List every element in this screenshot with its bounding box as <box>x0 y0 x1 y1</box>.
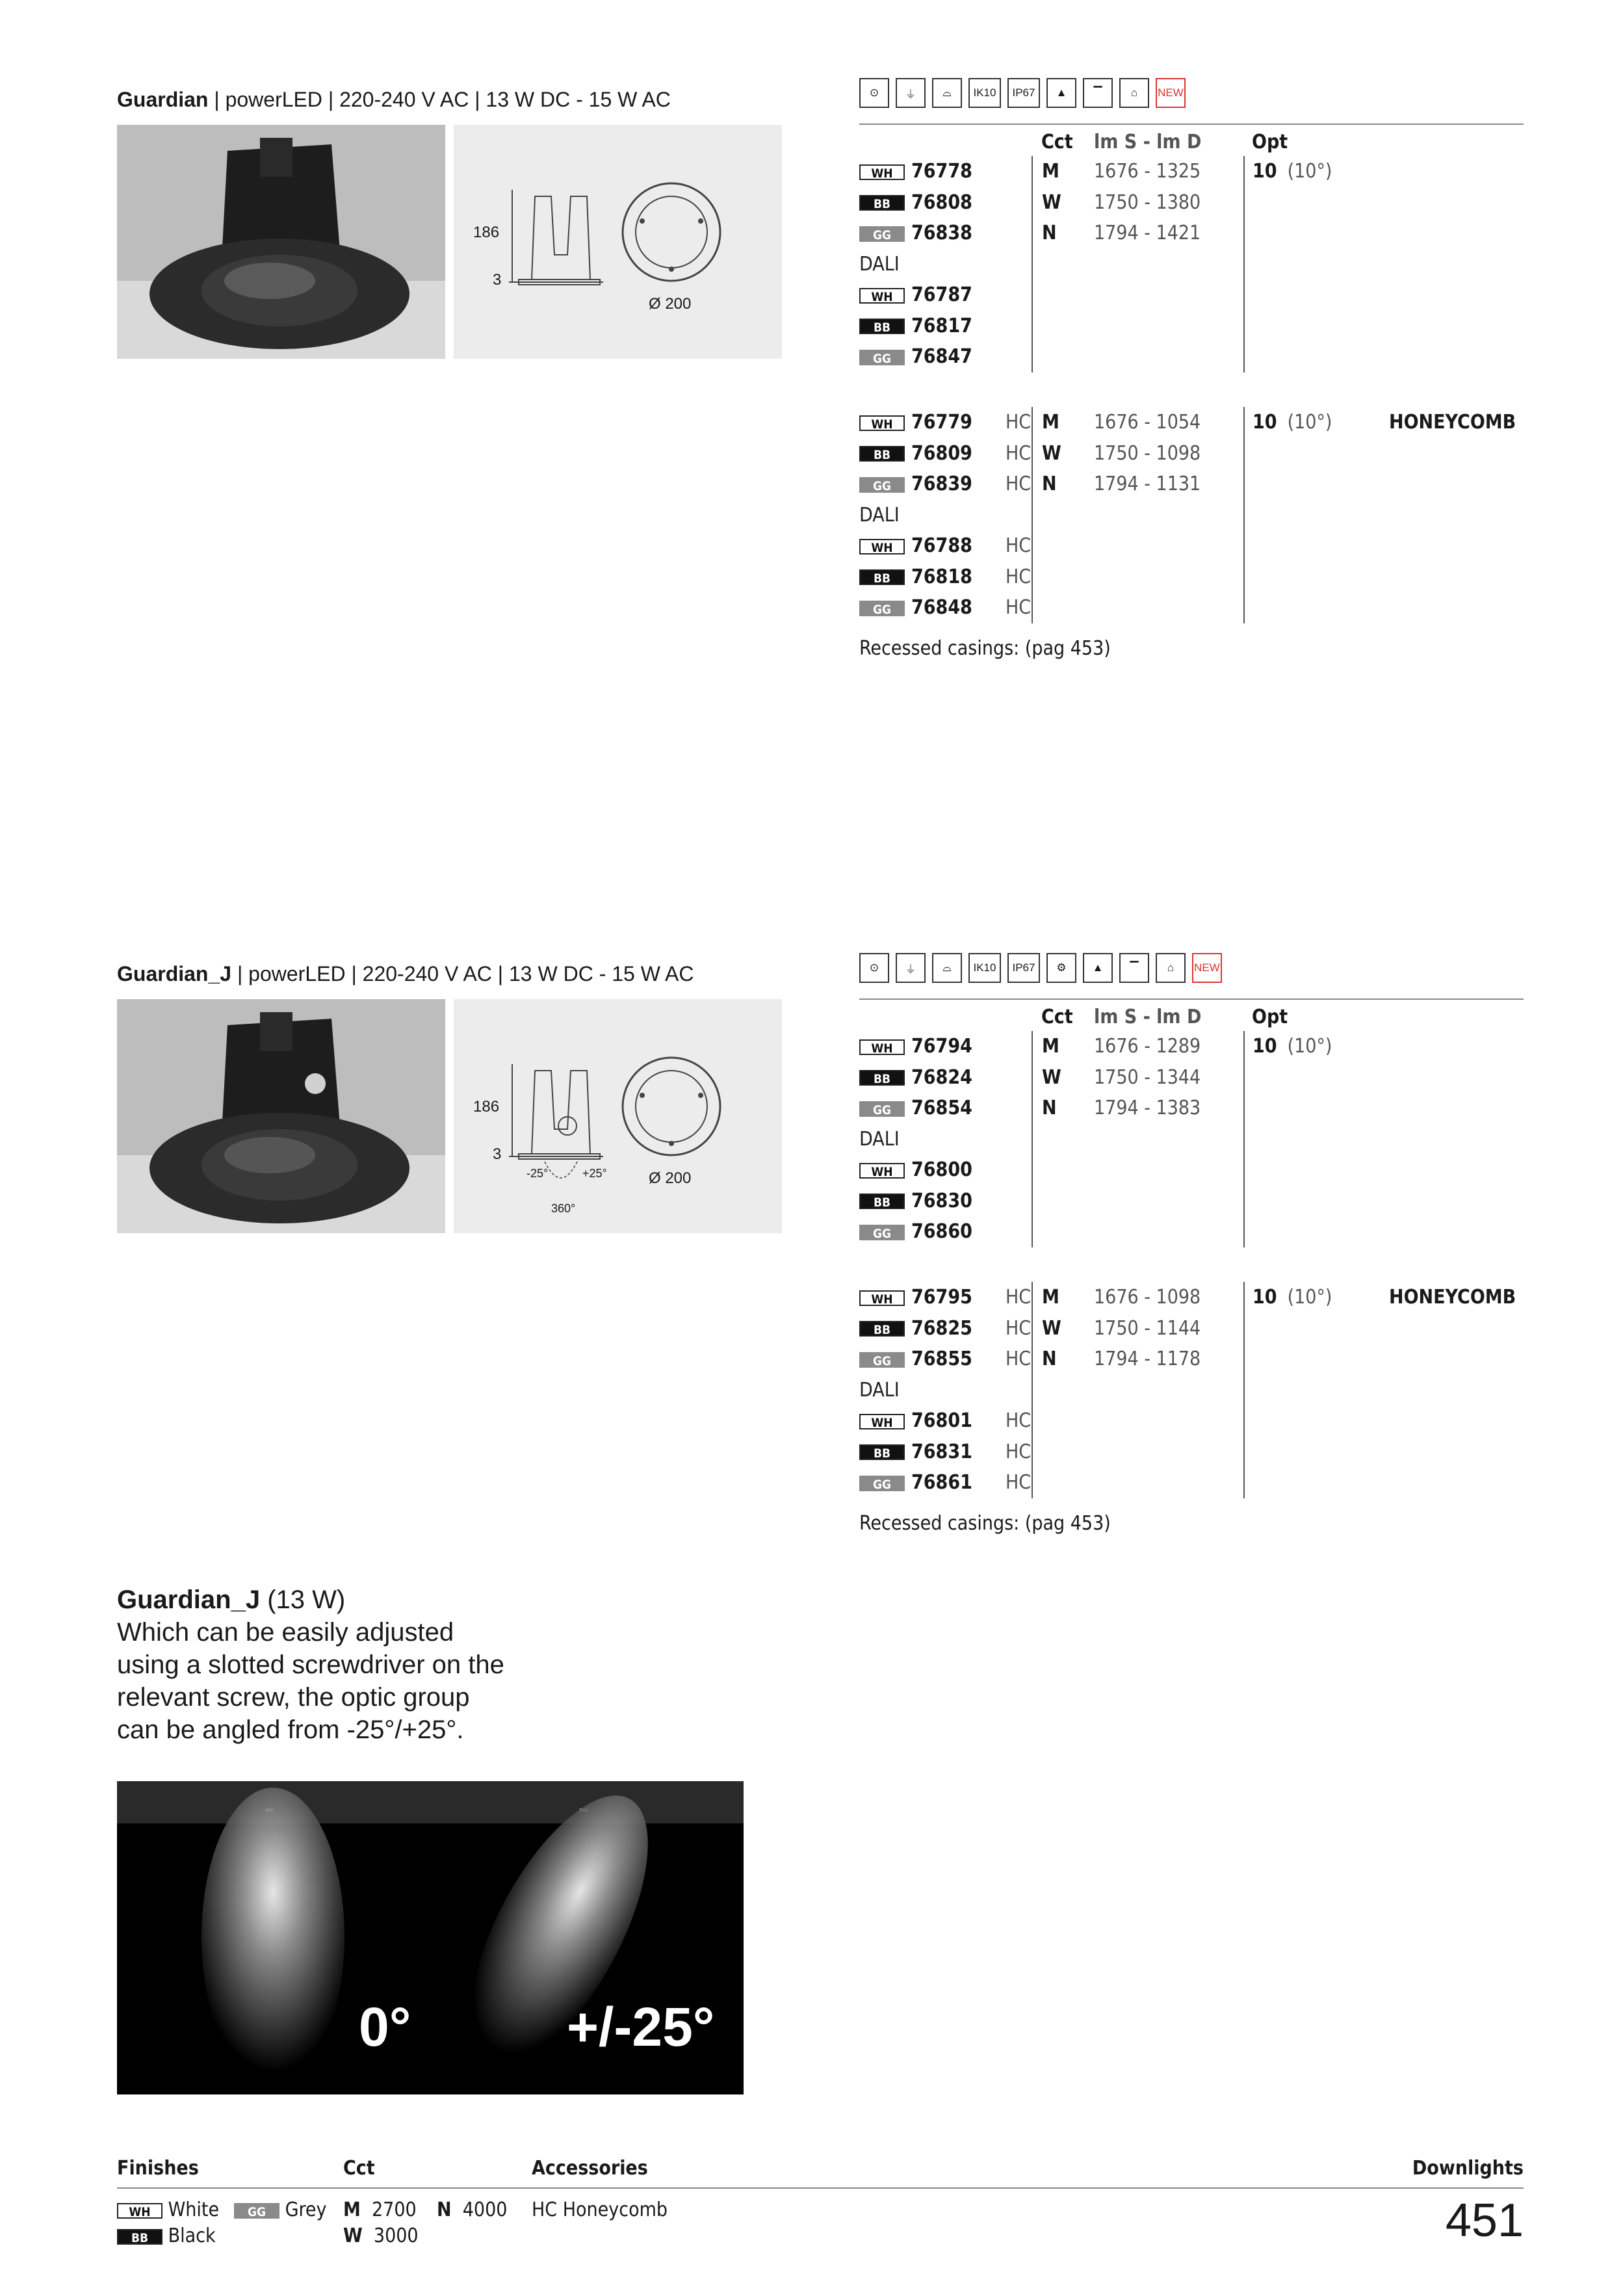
product-code: 76824 <box>911 1065 972 1089</box>
adjustable-icon: ⚙ <box>1046 953 1076 983</box>
finish-tag: WH <box>859 539 905 554</box>
product-subtitle: | powerLED | 220-240 V AC | 13 W DC - 15 W AC <box>208 88 671 111</box>
table-row <box>859 438 1516 469</box>
cct-cell: M <box>1032 156 1094 187</box>
product-code: 76830 <box>911 1189 972 1212</box>
accessories-text: HC Honeycomb <box>532 2198 668 2221</box>
product-code: 76831 <box>911 1440 972 1463</box>
table-row <box>859 1062 1513 1093</box>
product-title <box>117 962 694 986</box>
cct-cell: N <box>1032 1344 1094 1375</box>
product-code: 76848 <box>911 596 972 620</box>
cct-code: W <box>343 2224 363 2247</box>
product-code: 76825 <box>911 1316 972 1340</box>
product-code: 76818 <box>911 565 972 588</box>
lumen-cell: 1794 - 1421 <box>1094 222 1201 245</box>
finish-tag: GG <box>859 1476 905 1491</box>
product-name: Guardian <box>117 88 209 111</box>
table-row <box>859 1155 1513 1186</box>
ik10-icon: IK10 <box>968 953 1001 983</box>
cct-cell: N <box>1032 1093 1094 1124</box>
finish-tag: WH <box>859 1163 905 1179</box>
dali-row <box>859 1124 1513 1155</box>
cct-value: 4000 <box>462 2198 508 2221</box>
finish-tag: GG <box>859 601 905 616</box>
recessed-icon: ⌓ <box>932 78 962 108</box>
accessory-cell: HONEYCOMB <box>1389 1286 1516 1309</box>
optic-cell <box>1244 1031 1389 1062</box>
table-row <box>859 187 1513 218</box>
table-row <box>859 1344 1516 1375</box>
spec-table-honeycomb <box>859 407 1516 623</box>
finish-tag: GG <box>859 350 905 365</box>
dali-label: DALI <box>859 252 900 276</box>
diameter-label: Ø 200 <box>649 1169 692 1187</box>
category-heading: Downlights <box>1412 2157 1524 2180</box>
description-line: Which can be easily adjusted <box>117 1618 454 1647</box>
lumen-cell: 1750 - 1380 <box>1094 190 1201 214</box>
hc-cell <box>1006 187 1032 218</box>
product-subtitle: | powerLED | 220-240 V AC | 13 W DC - 15 W AC <box>231 962 694 985</box>
description-power: (13 W) <box>260 1585 346 1614</box>
finish-item <box>117 2224 216 2247</box>
hc-cell <box>1006 218 1032 249</box>
earth-ground-icon: ⏚ <box>896 953 926 983</box>
product-code: 76861 <box>911 1471 972 1494</box>
finish-tag: GG <box>859 226 905 242</box>
lumen-cell: 1794 - 1131 <box>1094 473 1201 496</box>
product-code: 76800 <box>911 1158 972 1182</box>
product-code: 76854 <box>911 1097 972 1120</box>
earth-ground-icon: ⏚ <box>896 78 926 108</box>
table-header <box>859 1002 1513 1031</box>
product-code: 76801 <box>911 1409 972 1433</box>
table-row <box>859 592 1516 623</box>
finish-tag: BB <box>859 1321 905 1337</box>
finish-tag: BB <box>859 569 905 585</box>
description-line: using a slotted screwdriver on the <box>117 1650 504 1679</box>
table-row <box>859 1093 1513 1124</box>
cct-item <box>437 2198 507 2221</box>
optic-number: 10 <box>1253 1286 1277 1309</box>
finish-label: White <box>168 2198 220 2221</box>
finish-tag: GG <box>859 1101 905 1117</box>
hc-cell: HC <box>1006 1316 1032 1340</box>
product-code: 76808 <box>911 190 972 214</box>
cct-value: 3000 <box>373 2224 419 2247</box>
lumen-cell: 1750 - 1098 <box>1094 441 1201 465</box>
table-row <box>859 407 1516 438</box>
dali-label: DALI <box>859 1127 900 1151</box>
angle-label: 0° <box>359 1996 411 2057</box>
finish-tag: BB <box>859 446 905 462</box>
product-code: 76860 <box>911 1220 972 1244</box>
finish-tag: WH <box>859 288 905 304</box>
hc-cell: HC <box>1006 411 1032 434</box>
product-code: 76839 <box>911 473 972 496</box>
cct-header: Cct <box>1041 1005 1073 1028</box>
finish-tag: BB <box>859 319 905 334</box>
hc-cell: HC <box>1006 1286 1032 1309</box>
table-row <box>859 1216 1513 1247</box>
feature-icons <box>859 953 1222 983</box>
cct-heading: Cct <box>343 2157 375 2180</box>
table-row <box>859 562 1516 593</box>
optic-number: 10 <box>1253 411 1277 434</box>
lumen-cell: 1676 - 1325 <box>1094 160 1201 183</box>
finish-tag: WH <box>859 1290 905 1306</box>
finish-tag: BB <box>859 195 905 211</box>
finish-tag: WH <box>859 164 905 180</box>
beam-photo-straight <box>117 1781 429 2094</box>
product-code: 76855 <box>911 1348 972 1371</box>
product-code: 76778 <box>911 160 972 183</box>
optic-number: 10 <box>1253 160 1277 183</box>
hc-cell: HC <box>1006 565 1032 588</box>
cct-cell: M <box>1032 1282 1094 1313</box>
table-header <box>859 127 1513 156</box>
product-code: 76817 <box>911 314 972 337</box>
spec-table <box>859 1002 1513 1247</box>
table-row <box>859 1031 1513 1062</box>
optic-cell <box>1244 187 1389 218</box>
screwdriver-icon: ⊙ <box>859 953 889 983</box>
product-code: 76847 <box>911 345 972 369</box>
beam-icon: ▲ <box>1046 78 1076 108</box>
table-row <box>859 1467 1516 1498</box>
table-row <box>859 341 1513 372</box>
cct-code: M <box>343 2198 361 2221</box>
product-photo <box>117 999 445 1233</box>
product-code: 76779 <box>911 411 972 434</box>
product-name: Guardian_J <box>117 962 232 985</box>
cct-cell: M <box>1032 1031 1094 1062</box>
finish-tag: BB <box>859 1070 905 1086</box>
cct-header: Cct <box>1041 130 1073 153</box>
new-badge: NEW <box>1156 78 1186 108</box>
spec-table <box>859 127 1513 372</box>
finish-tag: BB <box>859 1194 905 1209</box>
hc-cell: HC <box>1006 1471 1032 1494</box>
optic-number: 10 <box>1253 1035 1277 1058</box>
depth-label: 3 <box>493 271 502 289</box>
cct-cell: M <box>1032 407 1094 438</box>
finish-tag: WH <box>859 415 905 431</box>
recessed-icon: ⌓ <box>932 953 962 983</box>
finish-tag: GG <box>859 1352 905 1368</box>
table-row <box>859 311 1513 342</box>
cct-item <box>343 2198 417 2221</box>
optic-cell <box>1244 407 1389 438</box>
dali-row <box>859 249 1513 280</box>
screwdriver-icon: ⊙ <box>859 78 889 108</box>
table-row <box>859 1437 1516 1468</box>
new-badge: NEW <box>1192 953 1222 983</box>
cct-cell: N <box>1032 469 1094 500</box>
product-code: 76788 <box>911 534 972 558</box>
header-rule <box>859 998 1524 1000</box>
table-row <box>859 1282 1516 1313</box>
accessories-heading: Accessories <box>532 2157 648 2180</box>
dimension-drawing <box>454 999 782 1233</box>
lumen-cell: 1794 - 1383 <box>1094 1097 1201 1120</box>
spec-table-honeycomb <box>859 1282 1516 1498</box>
finish-tag: WH <box>859 1414 905 1429</box>
table-row <box>859 530 1516 562</box>
cct-cell: W <box>1032 1062 1094 1093</box>
description-line: relevant screw, the optic group <box>117 1683 470 1712</box>
opt-header: Opt <box>1252 130 1288 153</box>
finish-tag: BB <box>117 2229 162 2245</box>
product-code: 76795 <box>911 1286 972 1309</box>
feature-icons <box>859 78 1186 108</box>
beam-icon: ▲ <box>1083 953 1113 983</box>
dali-row <box>859 1375 1516 1406</box>
finish-label: Grey <box>285 2198 327 2221</box>
table-row <box>859 1405 1516 1437</box>
dimmable-icon: ⌂ <box>1156 953 1186 983</box>
finish-tag: WH <box>117 2203 162 2219</box>
cct-item <box>343 2224 419 2247</box>
table-row <box>859 156 1513 187</box>
cct-cell: W <box>1032 438 1094 469</box>
table-row <box>859 469 1516 500</box>
hc-cell: HC <box>1006 1409 1032 1433</box>
cct-cell: W <box>1032 187 1094 218</box>
tilt-minus-label: -25° <box>526 1167 549 1180</box>
cct-code: N <box>437 2198 452 2221</box>
finish-tag: GG <box>234 2203 279 2219</box>
hc-cell: HC <box>1006 473 1032 496</box>
height-label: 186 <box>473 1098 500 1115</box>
lumen-cell: 1676 - 1289 <box>1094 1035 1201 1058</box>
cct-cell: W <box>1032 1313 1094 1344</box>
lm-header: lm S - lm D <box>1094 130 1202 153</box>
lumen-cell: 1676 - 1098 <box>1094 1286 1201 1309</box>
product-code: 76838 <box>911 222 972 245</box>
lumen-cell: 1794 - 1178 <box>1094 1348 1201 1371</box>
product-code: 76794 <box>911 1035 972 1058</box>
table-row <box>859 1313 1516 1344</box>
lumen-cell: 1750 - 1344 <box>1094 1065 1201 1089</box>
height-label: 186 <box>473 224 500 241</box>
description-name: Guardian_J <box>117 1585 261 1614</box>
angle-label: +/-25° <box>567 1996 715 2057</box>
accessory-cell: HONEYCOMB <box>1389 411 1516 434</box>
finish-tag: BB <box>859 1444 905 1460</box>
product-code: 76787 <box>911 283 972 307</box>
rotation-label: 360° <box>551 1202 576 1215</box>
dimension-drawing <box>454 125 782 359</box>
lumen-cell: 1676 - 1054 <box>1094 411 1201 434</box>
footer-rule <box>117 2187 1524 2189</box>
dimmable-icon: ⌂ <box>1119 78 1149 108</box>
tilt-plus-label: +25° <box>582 1167 607 1180</box>
finishes-heading: Finishes <box>117 2157 199 2180</box>
product-title <box>117 88 671 112</box>
table-row <box>859 1186 1513 1217</box>
casings-note: Recessed casings: (pag 453) <box>859 1512 1111 1535</box>
optic-degrees: (10°) <box>1287 1035 1332 1058</box>
cct-value: 2700 <box>372 2198 417 2221</box>
dali-label: DALI <box>859 1378 900 1402</box>
finish-tag: GG <box>859 477 905 493</box>
optic-degrees: (10°) <box>1287 160 1332 183</box>
finish-item <box>117 2198 219 2221</box>
hc-cell: HC <box>1006 1440 1032 1463</box>
beam-photo-tilted <box>429 1781 744 2094</box>
lumen-cell: 1750 - 1144 <box>1094 1316 1201 1340</box>
ip67-icon: IP67 <box>1007 953 1040 983</box>
optic-cell <box>1244 156 1389 187</box>
optic-cell <box>1244 218 1389 249</box>
hc-cell: HC <box>1006 596 1032 620</box>
depth-label: 3 <box>493 1145 502 1163</box>
flush-icon: ▔ <box>1119 953 1149 983</box>
hc-cell: HC <box>1006 534 1032 558</box>
finish-tag: GG <box>859 1225 905 1240</box>
optic-degrees: (10°) <box>1287 1286 1332 1309</box>
hc-cell <box>1006 156 1032 187</box>
ip67-icon: IP67 <box>1007 78 1040 108</box>
optic-cell <box>1244 1282 1389 1313</box>
lm-header: lm S - lm D <box>1094 1005 1202 1028</box>
header-rule <box>859 124 1524 125</box>
dali-row <box>859 500 1516 531</box>
hc-cell: HC <box>1006 441 1032 465</box>
cct-cell: N <box>1032 218 1094 249</box>
finish-tag: WH <box>859 1039 905 1055</box>
description-title <box>117 1584 702 1616</box>
description <box>117 1584 702 1746</box>
optic-degrees: (10°) <box>1287 411 1332 434</box>
accessory-cell <box>1389 156 1513 187</box>
table-row <box>859 280 1513 311</box>
description-line: can be angled from -25°/+25°. <box>117 1715 464 1744</box>
hc-cell: HC <box>1006 1348 1032 1371</box>
casings-note: Recessed casings: (pag 453) <box>859 637 1111 660</box>
finish-label: Black <box>168 2224 216 2247</box>
table-row <box>859 218 1513 249</box>
finish-item <box>234 2198 327 2221</box>
diameter-label: Ø 200 <box>649 295 692 313</box>
flush-icon: ▔ <box>1083 78 1113 108</box>
dali-label: DALI <box>859 503 900 527</box>
product-photo <box>117 125 445 359</box>
ik10-icon: IK10 <box>968 78 1001 108</box>
page-number: 451 <box>1445 2195 1524 2247</box>
product-code: 76809 <box>911 441 972 465</box>
opt-header: Opt <box>1252 1005 1288 1028</box>
